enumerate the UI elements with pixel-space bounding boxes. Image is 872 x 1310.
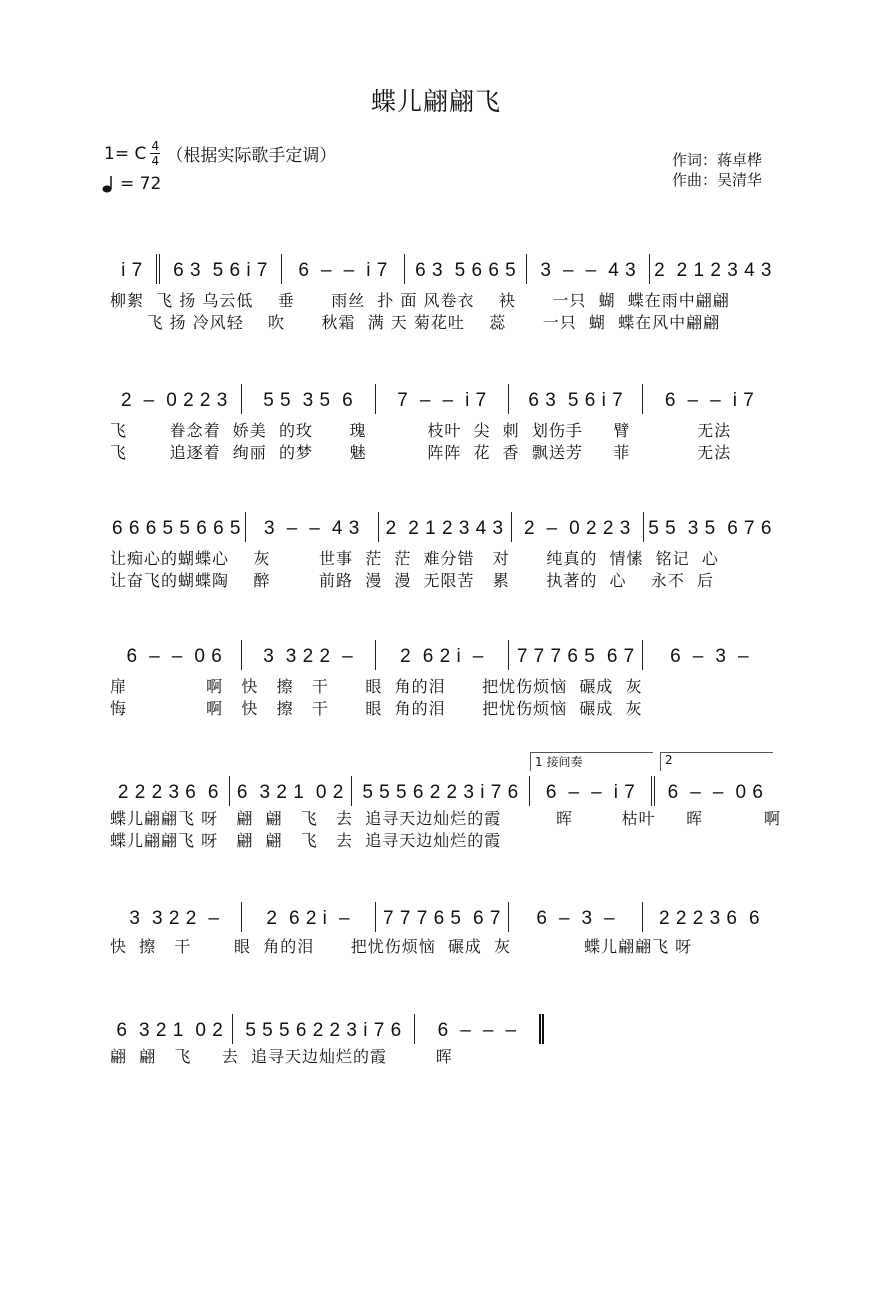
notes: 6 – 3 – [536,908,616,929]
notes-row [108,772,776,806]
measure [509,902,643,932]
notes-row [108,1010,544,1044]
lyric-verse-1: 扉 啊 快 擦 干 眼 角的泪 把忧伤烦恼 碾成 灰 [110,677,643,696]
measure [509,384,643,414]
notes: 3 – – 4 3 [263,518,360,539]
time-signature [150,140,160,167]
notes: 6 – 3 – [670,646,750,667]
notes: 6 3 5 6 6 5 [415,260,517,281]
measure [230,776,352,806]
measure [282,254,405,284]
notes-row [108,380,776,414]
measure [108,776,230,806]
notes: 6 3 5 6 i 7 [173,260,268,281]
measure [509,640,643,670]
notes: 7 7 7 6 5 6 7 [516,646,635,667]
measure [108,640,242,670]
notes: 2 2 1 2 3 4 3 [654,260,772,281]
notes: 6 3 2 1 0 2 [236,782,344,803]
measure [160,254,283,284]
notes: 6 – – i 7 [664,390,755,411]
measure [530,776,655,806]
measure [376,640,510,670]
lyric-verse-2: 悔 啊 快 擦 干 眼 角的泪 把忧伤烦恼 碾成 灰 [110,699,643,718]
lyric-verse-2: 蝶儿翩翩飞 呀 翩 翩 飞 去 追寻天边灿烂的霞 [110,831,502,850]
time-beats: 4 [151,139,160,153]
lyric-verse-1: 让痴心的蝴蝶心 灰 世事 茫 茫 难分错 对 纯真的 情愫 铭记 心 [110,549,719,568]
measure [643,902,776,932]
measure [108,1014,233,1044]
notes-row [108,898,776,932]
notes: 2 – 0 2 2 3 [523,518,631,539]
measure [655,776,776,806]
notes: 7 – – i 7 [397,390,487,411]
measure [352,776,530,806]
notes: 5 5 3 5 6 7 6 [648,518,772,539]
key-label: 1= C [104,143,147,164]
notes: 6 – – i 7 [545,782,636,803]
notes-row [108,636,776,670]
measure [242,902,376,932]
measure [108,512,246,542]
notes: 7 7 7 6 5 6 7 [383,908,501,929]
credits [672,150,762,190]
quarter-note-icon [102,174,114,194]
measure [242,384,376,414]
notes: 2 6 2 i – [266,908,351,929]
notes: 3 3 2 2 – [129,908,220,929]
measure [108,384,242,414]
notes: 6 3 2 1 0 2 [116,1020,224,1041]
lyric-verse-1: 飞 眷念着 娇美 的玫 瑰 枝叶 尖 刺 划伤手 臂 无法 [110,421,732,440]
measure [650,254,776,284]
notes: 3 3 2 2 – [263,646,354,667]
lyric-verse-2: 飞 追逐着 绚丽 的梦 魅 阵阵 花 香 飘送芳 菲 无法 [110,443,732,462]
notes: 2 – 0 2 2 3 [120,390,228,411]
measure [233,1014,416,1044]
lyric-verse-2: 让奋飞的蝴蝶陶 醉 前路 漫 漫 无限苦 累 执著的 心 永不 后 [110,571,715,590]
measure [108,902,242,932]
lyric-verse-1: 蝶儿翩翩飞 呀 翩 翩 飞 去 追寻天边灿烂的霞 晖 枯叶 晖 啊 [110,809,781,828]
measure [512,512,645,542]
notes: 2 2 2 3 6 6 [117,782,219,803]
notes: 6 6 6 5 5 6 6 5 [112,518,241,539]
measure [379,512,512,542]
time-unit: 4 [151,154,160,168]
lyricist: 作词：蒋卓桦 [672,151,763,169]
notes: 6 3 5 6 i 7 [528,390,624,411]
notes: 5 5 3 5 6 [263,390,354,411]
notes: 5 5 5 6 2 2 3 i 7 6 [362,782,519,803]
measure [405,254,528,284]
notes: 6 – – i 7 [298,260,388,281]
tempo-marking [102,174,161,194]
measure [643,384,776,414]
key-note: （根据实际歌手定调） [166,146,337,166]
notes: 6 – – 0 6 [126,646,223,667]
notes-row [108,250,776,284]
notes: 6 – – 0 6 [667,782,764,803]
key-signature [104,140,336,167]
notes-row [108,508,776,542]
notes: 2 2 2 3 6 6 [659,908,761,929]
notes: i 7 [121,260,143,281]
notes: 2 6 2 i – [400,646,484,667]
measure [527,254,650,284]
measure [376,902,510,932]
notes: 3 – – 4 3 [540,260,637,281]
lyric-verse-1: 柳絮 飞 扬 乌云低 垂 雨丝 扑 面 风卷衣 袂 一只 蝴 蝶在雨中翩翩 [110,291,730,310]
measure [376,384,510,414]
composer: 作曲：吴清华 [672,171,763,189]
notes: 2 2 1 2 3 4 3 [385,518,504,539]
measure [643,640,776,670]
notes: 5 5 5 6 2 2 3 i 7 6 [245,1020,402,1041]
measure [644,512,776,542]
first-ending: 1 接间奏 [530,752,653,771]
measure [246,512,379,542]
lyric-verse-1: 快 擦 干 眼 角的泪 把忧伤烦恼 碾成 灰 蝶儿翩翩飞 呀 [110,937,693,956]
notes: 6 – – – [437,1020,517,1041]
tempo-value: = 72 [120,174,162,194]
lyric-verse-2: 飞 扬 冷风轻 吹 秋霜 满 天 菊花吐 蕊 一只 蝴 蝶在风中翩翩 [110,313,721,332]
measure [108,254,160,284]
second-ending: 2 [660,752,773,771]
measure [415,1014,544,1044]
measure [242,640,376,670]
song-title: 蝶儿翩翩飞 [370,87,501,116]
lyric-verse-1: 翩 翩 飞 去 追寻天边灿烂的霞 晖 [110,1047,453,1066]
